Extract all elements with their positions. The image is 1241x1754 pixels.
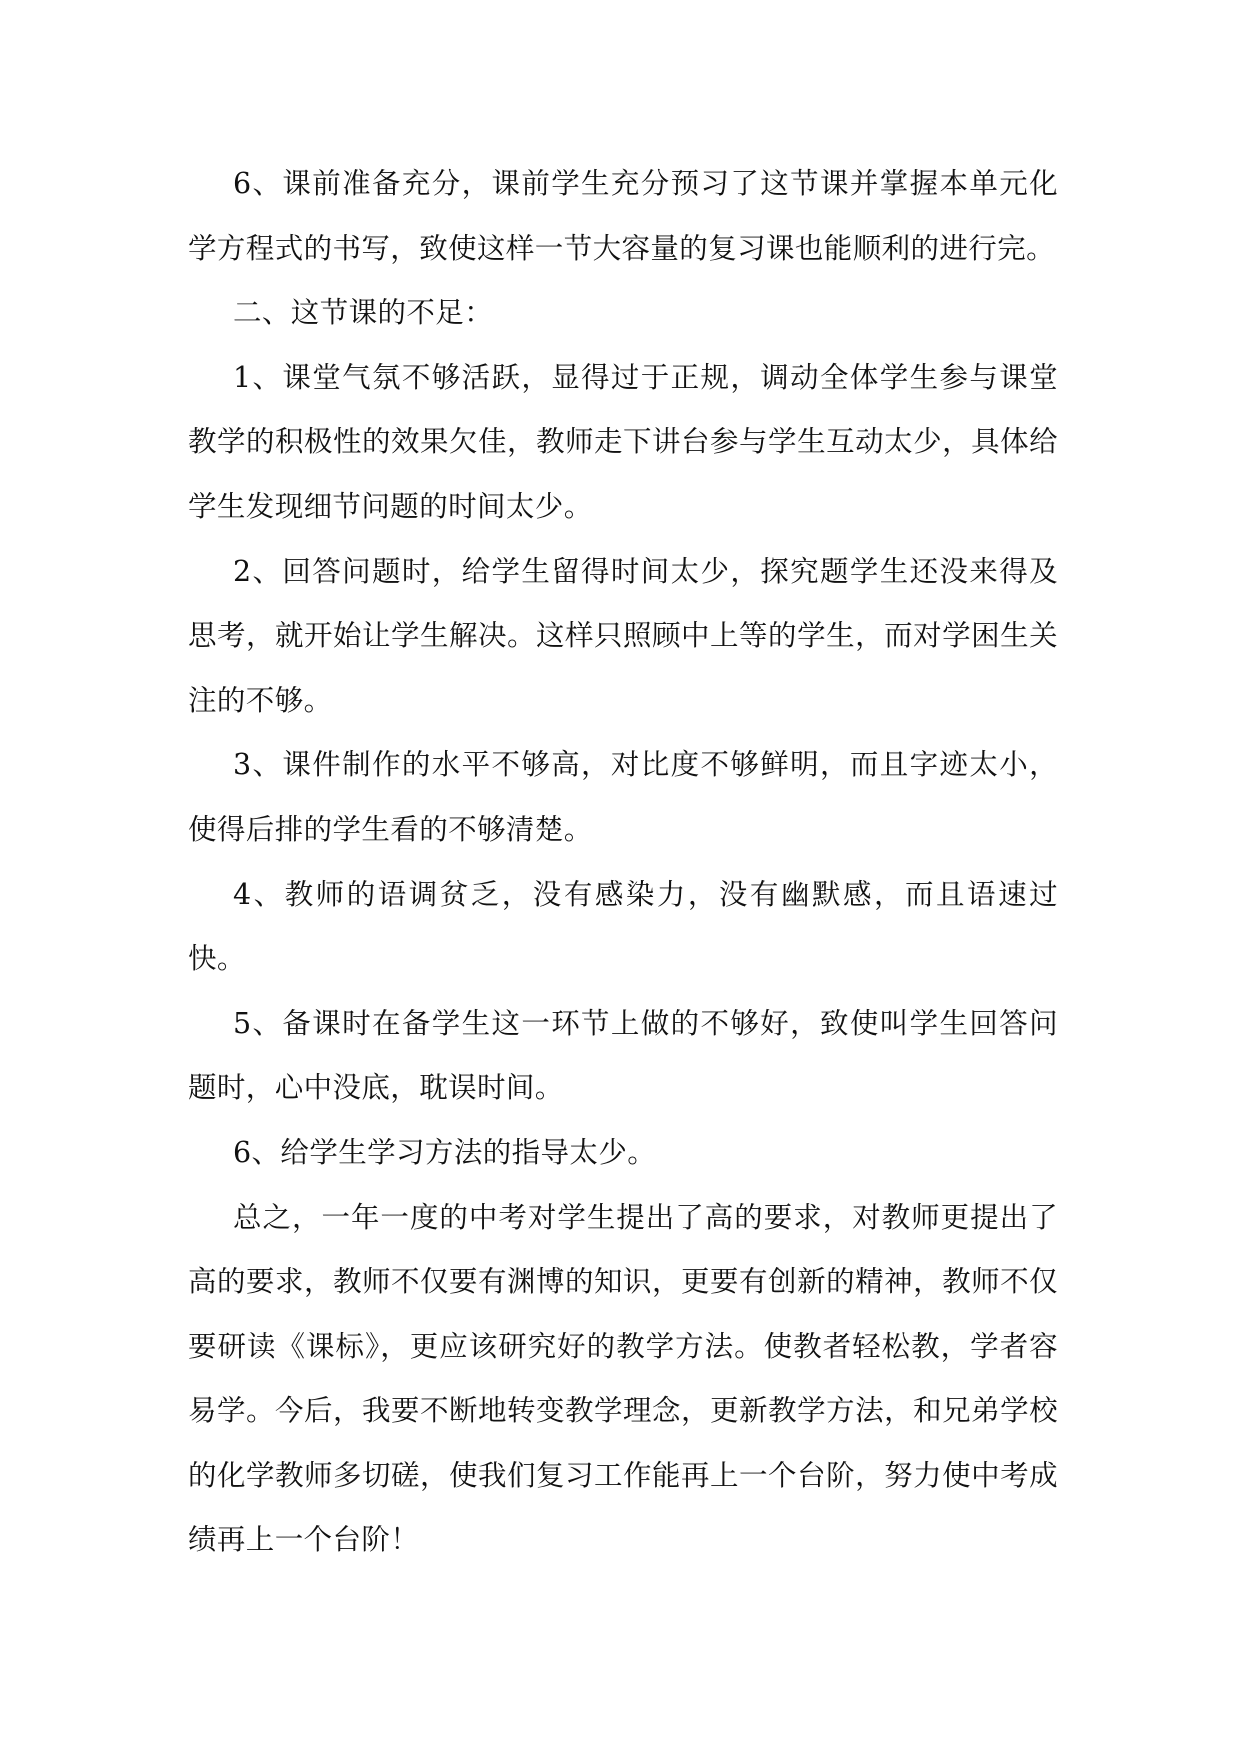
section-heading-shortcomings: 二、这节课的不足：	[233, 296, 494, 330]
paragraph-shortcoming-6: 6、给学生学习方法的指导太少。	[233, 1135, 657, 1169]
paragraph-preparation: 6、课前准备充分，课前学生充分预习了这节课并掌握本单元化学方程式的书写，致使这样一节大容量的复习课也能顺利的进行完。	[188, 167, 1058, 265]
paragraph-shortcoming-5: 5、备课时在备学生这一环节上做的不够好，致使叫学生回答问题时，心中没底，耽误时间。	[188, 1006, 1058, 1105]
paragraph-shortcoming-4: 4、教师的语调贫乏，没有感染力，没有幽默感，而且语速过快。	[188, 877, 1058, 976]
paragraph-shortcoming-2: 2、回答问题时，给学生留得时间太少，探究题学生还没来得及思考，就开始让学生解决。这样只照顾中上等的学生，而对学困生关注的不够。	[188, 554, 1058, 717]
paragraph-summary: 总之，一年一度的中考对学生提出了高的要求，对教师更提出了高的要求，教师不仅要有渊博的知识，更要有创新的精神，教师不仅要研读《课标》，更应该研究好的教学方法。使教者轻松教，学者容易学。今后，我要不断地转变教学理念，更新教学方法，和兄弟学校的化学教师多切磋，使我们复习工作能再上一个台阶，努力使中考成绩再上一个台阶！	[188, 1200, 1058, 1557]
paragraph-shortcoming-3: 3、课件制作的水平不够高，对比度不够鲜明，而且字迹太小，使得后排的学生看的不够清楚。	[188, 748, 1058, 846]
document-body	[188, 152, 1058, 1573]
paragraph-shortcoming-1: 1、课堂气氛不够活跃，显得过于正规，调动全体学生参与课堂教学的积极性的效果欠佳，教师走下讲台参与学生互动太少，具体给学生发现细节问题的时间太少。	[188, 360, 1058, 523]
